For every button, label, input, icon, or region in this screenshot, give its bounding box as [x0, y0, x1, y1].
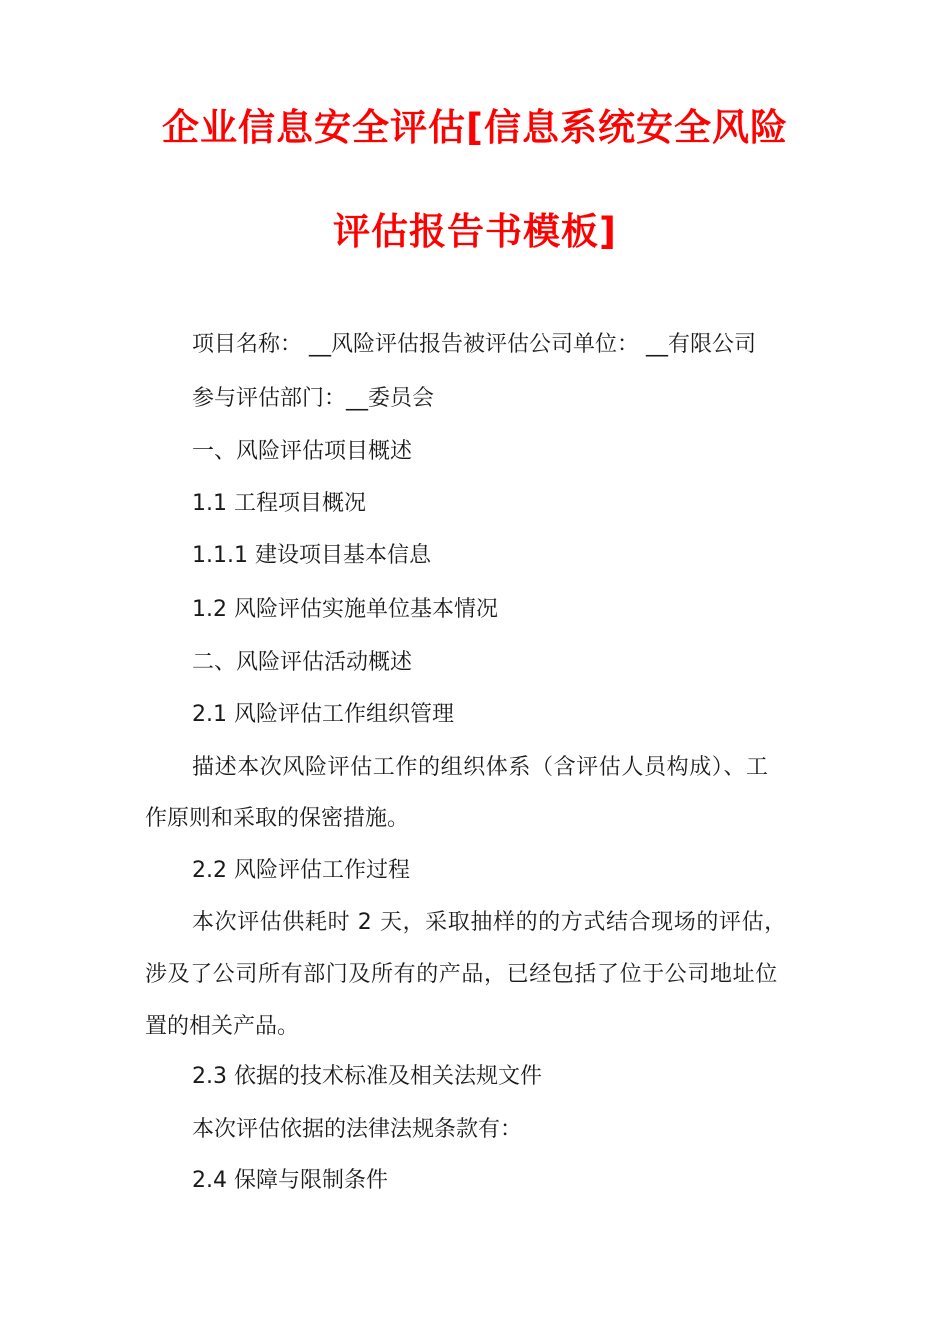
paragraph-line: 涉及了公司所有部门及所有的产品，已经包括了位于公司地址位: [145, 962, 778, 987]
subsection-heading-1-1: 1.1 工程项目概况: [192, 491, 366, 516]
department-line: 参与评估部门：__委员会: [192, 386, 435, 411]
subsection-heading-1-1-1: 1.1.1 建设项目基本信息: [192, 543, 431, 568]
subsection-heading-2-4: 2.4 保障与限制条件: [192, 1168, 388, 1193]
subsection-heading-2-3: 2.3 依据的技术标准及相关法规文件: [192, 1064, 542, 1089]
paragraph-line: 置的相关产品。: [145, 1014, 300, 1039]
paragraph-line: 描述本次风险评估工作的组织体系（含评估人员构成）、工: [192, 755, 769, 780]
document-title-line-2: 评估报告书模板]: [333, 210, 617, 253]
document-title-line-1: 企业信息安全评估[信息系统安全风险: [162, 106, 788, 149]
subsection-heading-2-2: 2.2 风险评估工作过程: [192, 858, 410, 883]
section-heading-2: 二、风险评估活动概述: [192, 650, 413, 675]
section-heading-1: 一、风险评估项目概述: [192, 439, 413, 464]
paragraph-line: 本次评估供耗时 2 天，采取抽样的的方式结合现场的评估，: [192, 910, 787, 935]
paragraph-line: 本次评估依据的法律法规条款有：: [192, 1117, 523, 1142]
paragraph-line: 作原则和采取的保密措施。: [145, 806, 410, 831]
subsection-heading-1-2: 1.2 风险评估实施单位基本情况: [192, 597, 498, 622]
project-info-line: 项目名称： __风险评估报告被评估公司单位： __有限公司: [192, 332, 756, 357]
subsection-heading-2-1: 2.1 风险评估工作组织管理: [192, 702, 454, 727]
